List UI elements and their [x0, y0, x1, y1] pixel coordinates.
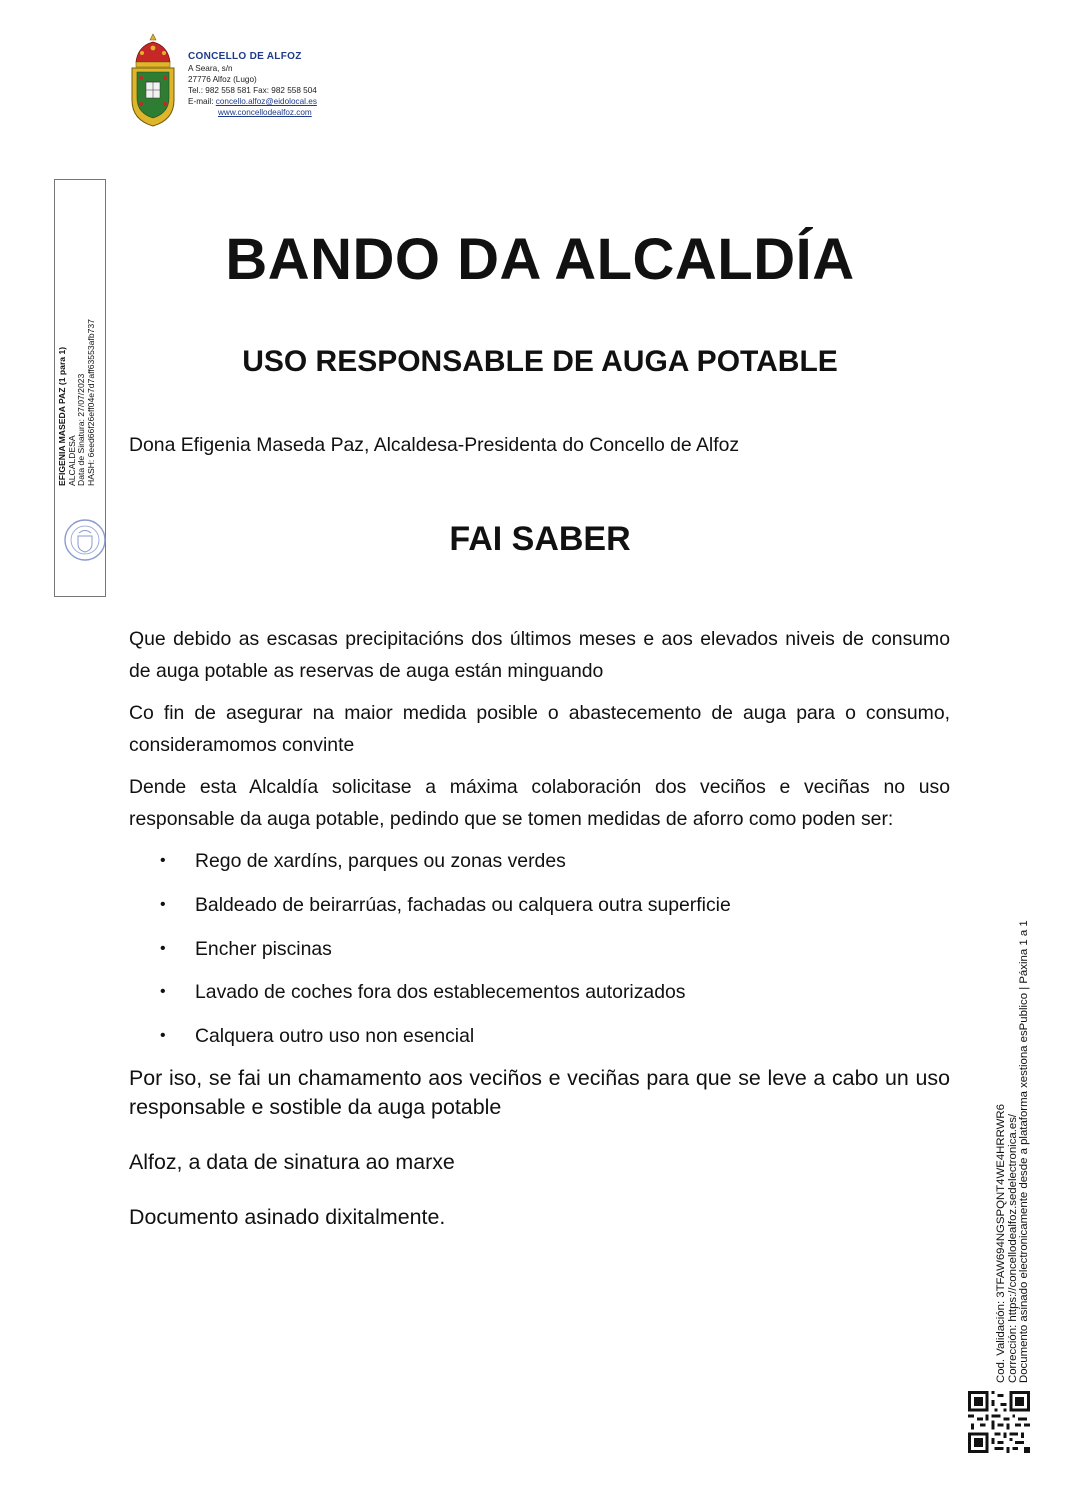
validation-code: Cod. Validación: 3TFAW694NGSPQNT4WE4HRRWR6: [995, 1104, 1007, 1383]
bando-title: BANDO DA ALCALDÍA: [225, 227, 855, 292]
org-address: A Seara, s/n: [188, 64, 233, 73]
measure-text: Lavado de coches fora dos establecementos autorizados: [195, 981, 686, 1004]
bullet-icon: •: [160, 895, 166, 913]
fai-saber-heading: FAI SABER: [449, 520, 631, 558]
body-paragraph: Co fin de asegurar na maior medida posible o abastecemento de auga para o consumo, consideramomos convinte: [129, 702, 950, 756]
measure-text: Rego de xardíns, parques ou zonas verdes: [195, 850, 566, 872]
measure-text: Encher piscinas: [195, 937, 332, 960]
body-paragraph: Que debido as escasas precipitacións dos últimos meses e aos elevados niveis de consumo de auga potable as reservas de auga están minguando: [129, 628, 950, 682]
bando-body: [129, 623, 950, 1232]
bando-subtitle: USO RESPONSABLE DE AUGA POTABLE: [242, 345, 838, 378]
list-item: [129, 1020, 950, 1064]
org-name: CONCELLO DE ALFOZ: [188, 51, 302, 62]
mayor-intro: Dona Efigenia Maseda Paz, Alcaldesa-Presidenta do Concello de Alfoz: [129, 434, 740, 456]
email-label: E-mail:: [188, 97, 216, 106]
body-paragraph: Dende esta Alcaldía solicitase a máxima colaboración dos veciños e veciñas no uso responsable da auga potable, pedindo que se tomen medidas de aforro como poden ser:: [129, 776, 950, 830]
verification-url[interactable]: Corrección: https://concellodealfoz.sedelectronica.es/: [1006, 1113, 1019, 1383]
website-link[interactable]: www.concellodealfoz.com: [218, 108, 312, 117]
closing-paragraph: Por iso, se fai un chamamento aos veciños e veciñas para que se leve a cabo un uso responsable e sostible da auga potable: [129, 1065, 950, 1119]
org-website-line: [188, 107, 317, 118]
municipal-seal-icon: [63, 518, 107, 562]
signed-note: Documento asinado dixitalmente.: [129, 1204, 446, 1229]
signature-hash: HASH: 6eed66f26eff04e7d7aff63553afb737: [85, 319, 96, 486]
signature-date: Data de Sinatura: 27/07/2023: [76, 373, 87, 486]
list-item: [129, 976, 950, 1020]
qr-code-icon: [968, 1391, 1030, 1453]
email-link[interactable]: concello.alfoz@eidolocal.es: [215, 97, 317, 106]
list-item: [129, 933, 950, 977]
bullet-icon: •: [160, 939, 166, 957]
letterhead-contact: [188, 50, 317, 118]
org-email-line: [188, 96, 317, 107]
signer-role: ALCALDESA: [66, 435, 77, 486]
place-date: Alfoz, a data de sinatura ao marxe: [129, 1149, 455, 1174]
list-item: [129, 889, 950, 933]
bullet-icon: •: [160, 852, 166, 869]
measure-text: Baldeado de beirarrúas, fachadas ou calquera outra superficie: [195, 893, 731, 916]
coat-of-arms-logo: [128, 32, 178, 128]
signature-stamp: [58, 319, 96, 486]
letterhead: [128, 32, 388, 132]
bullet-icon: •: [160, 983, 166, 1001]
measures-list: [129, 845, 950, 1064]
validation-footer: [996, 920, 1031, 1383]
bullet-icon: •: [160, 1027, 166, 1045]
org-phone-fax: Tel.: 982 558 581 Fax: 982 558 504: [188, 86, 317, 95]
signer-name: EFIGENIA MASEDA PAZ (1 para 1): [57, 346, 67, 486]
platform-note: Documento asinado electronicamente desde a plataforma xestiona esPublico | Páxina 1 a 1: [1018, 920, 1031, 1383]
org-postal: 27776 Alfoz (Lugo): [188, 75, 257, 84]
list-item: [129, 845, 950, 889]
measure-text: Calquera outro uso non esencial: [195, 1025, 475, 1048]
